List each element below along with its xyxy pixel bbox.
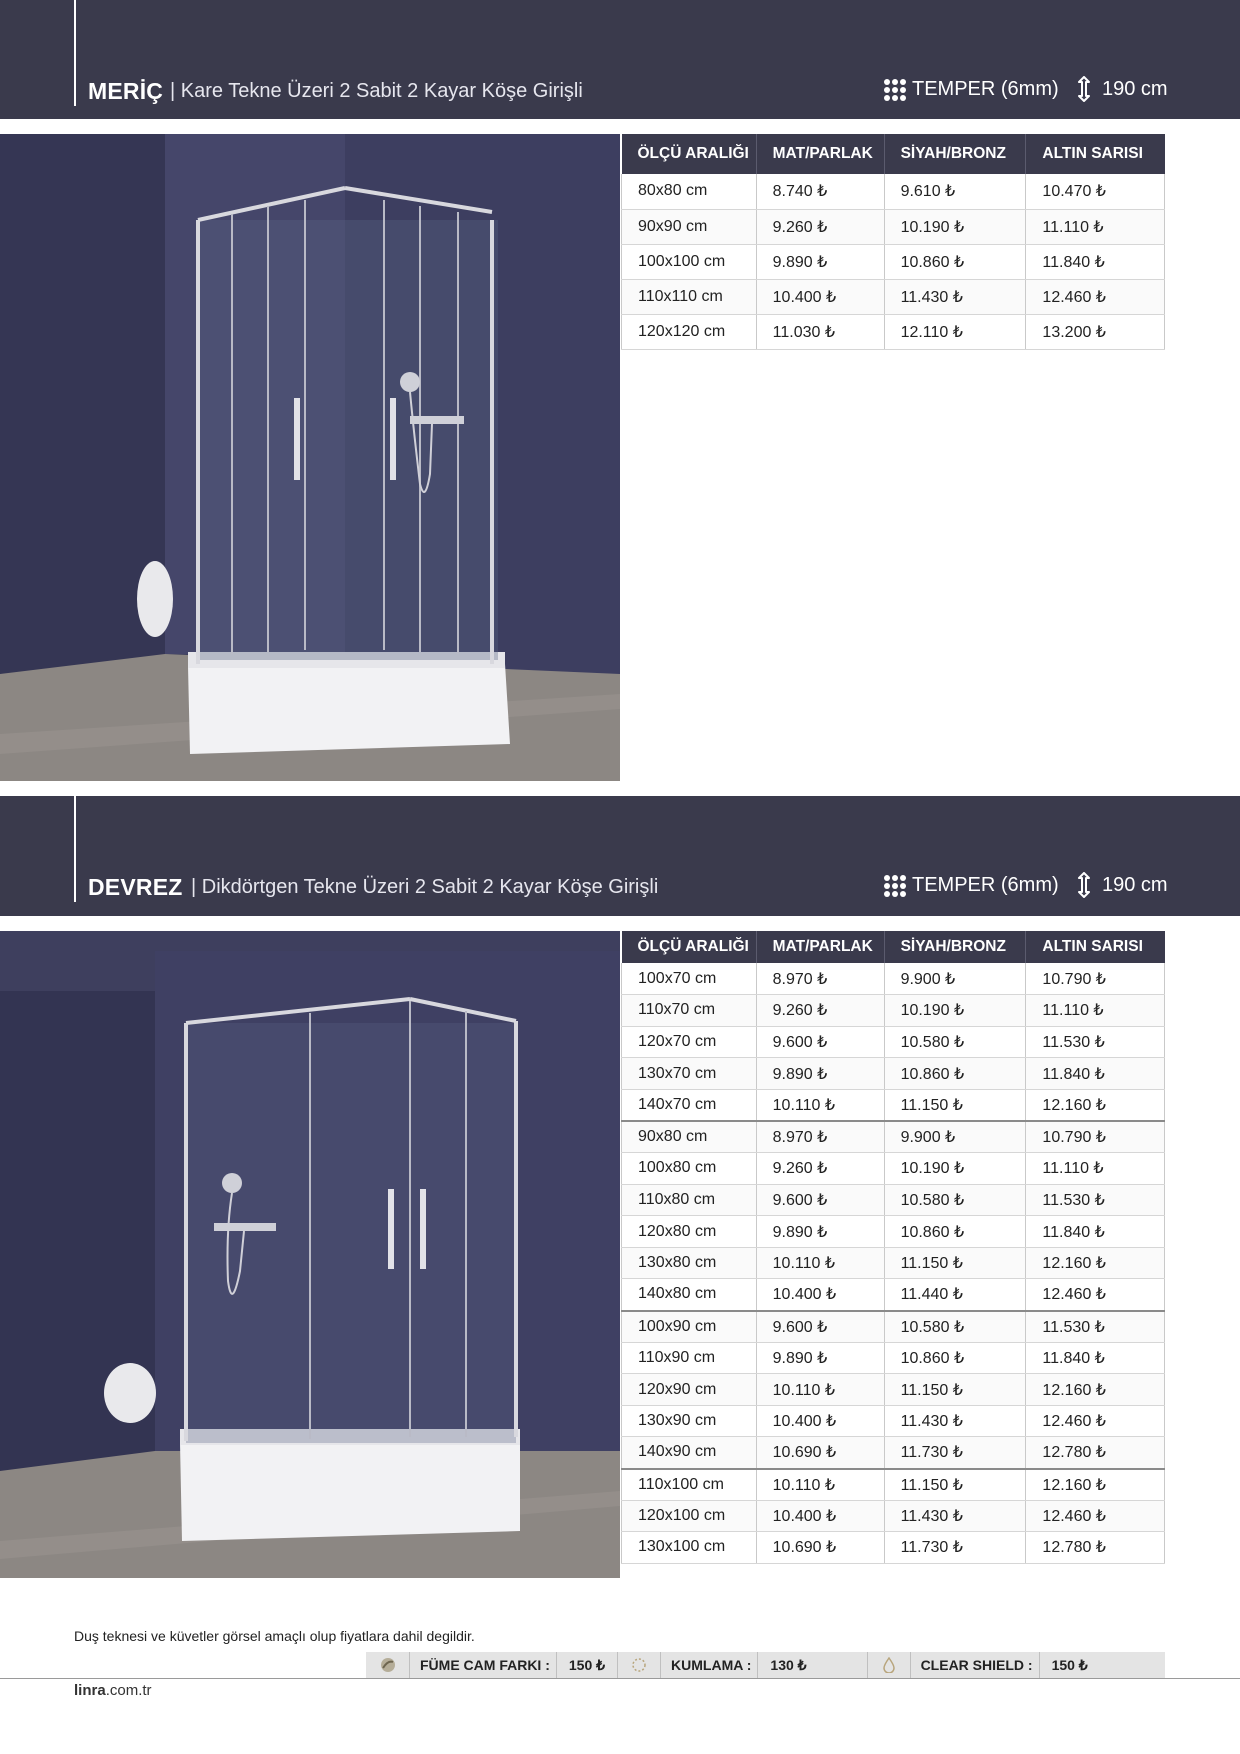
disclaimer-note: Duş teknesi ve küvetler görsel amaçlı olup fiyatlara dahil degildir. — [74, 1628, 475, 1644]
cell-black-price: 10.190 ₺ — [884, 209, 1026, 244]
glass-spec — [884, 78, 1059, 101]
cell-gold-price: 11.110 ₺ — [1026, 995, 1165, 1027]
cell-size: 110x100 cm — [622, 1469, 757, 1501]
cell-size: 140x90 cm — [622, 1437, 757, 1469]
cell-size: 130x100 cm — [622, 1532, 757, 1564]
cell-gold-price: 12.160 ₺ — [1026, 1089, 1165, 1121]
cell-gold-price: 11.840 ₺ — [1026, 244, 1165, 279]
cell-mat-price: 10.110 ₺ — [756, 1089, 884, 1121]
cell-size: 120x80 cm — [622, 1216, 757, 1248]
extra-label: CLEAR SHIELD : — [911, 1652, 1040, 1678]
table-header-row — [622, 931, 1165, 963]
table-row — [622, 1311, 1165, 1343]
cell-size: 120x100 cm — [622, 1500, 757, 1532]
cell-mat-price: 8.970 ₺ — [756, 1121, 884, 1153]
cell-mat-price: 9.890 ₺ — [756, 1342, 884, 1374]
cell-black-price: 10.190 ₺ — [884, 995, 1026, 1027]
table-row — [622, 244, 1165, 279]
extra-label: FÜME CAM FARKI : — [410, 1652, 557, 1678]
cell-mat-price: 9.600 ₺ — [756, 1311, 884, 1343]
table-row — [622, 1437, 1165, 1469]
cell-black-price: 11.430 ₺ — [884, 1405, 1026, 1437]
cell-black-price: 11.430 ₺ — [884, 279, 1026, 314]
cell-size: 120x90 cm — [622, 1374, 757, 1406]
cell-mat-price: 10.400 ₺ — [756, 1279, 884, 1311]
cell-size: 110x110 cm — [622, 279, 757, 314]
col-header-gold: ALTIN SARISI — [1026, 134, 1165, 174]
table-row — [622, 1469, 1165, 1501]
cell-mat-price: 10.400 ₺ — [756, 1500, 884, 1532]
table-row — [622, 1247, 1165, 1279]
cell-mat-price: 9.260 ₺ — [756, 1153, 884, 1185]
cell-black-price: 9.900 ₺ — [884, 1121, 1026, 1153]
cell-gold-price: 12.780 ₺ — [1026, 1532, 1165, 1564]
cell-mat-price: 10.110 ₺ — [756, 1247, 884, 1279]
table-row — [622, 1184, 1165, 1216]
height-spec-label: 190 cm — [1102, 77, 1168, 100]
table-row — [622, 209, 1165, 244]
price-table-meric — [621, 134, 1165, 350]
cell-gold-price: 11.110 ₺ — [1026, 1153, 1165, 1185]
frost-icon — [617, 1652, 661, 1678]
cell-gold-price: 10.790 ₺ — [1026, 1121, 1165, 1153]
cell-mat-price: 10.400 ₺ — [756, 279, 884, 314]
col-header-mat: MAT/PARLAK — [756, 931, 884, 963]
cell-size: 110x80 cm — [622, 1184, 757, 1216]
col-header-black: SİYAH/BRONZ — [884, 134, 1026, 174]
table-row — [622, 1374, 1165, 1406]
height-arrow-icon — [1076, 76, 1092, 102]
product-header-meric — [0, 0, 1240, 119]
cell-black-price: 10.580 ₺ — [884, 1311, 1026, 1343]
extra-frost — [617, 1652, 867, 1678]
cell-black-price: 9.900 ₺ — [884, 963, 1026, 995]
cell-black-price: 11.730 ₺ — [884, 1437, 1026, 1469]
col-header-size: ÖLÇÜ ARALIĞI — [622, 931, 757, 963]
product-photo-devrez — [0, 931, 620, 1578]
table-row — [622, 1279, 1165, 1311]
product-title: DEVREZ — [88, 874, 183, 900]
cell-mat-price: 10.110 ₺ — [756, 1374, 884, 1406]
footer-brand: linra — [74, 1682, 106, 1699]
smoke-glass-icon — [366, 1652, 410, 1678]
cell-black-price: 10.860 ₺ — [884, 1216, 1026, 1248]
cell-size: 130x90 cm — [622, 1405, 757, 1437]
extra-price: 150 ₺ — [1051, 1657, 1088, 1673]
cell-black-price: 11.150 ₺ — [884, 1089, 1026, 1121]
product-photo-meric — [0, 134, 620, 781]
glass-spec-label: TEMPER (6mm) — [912, 874, 1059, 896]
cell-mat-price: 9.600 ₺ — [756, 1026, 884, 1058]
extra-label: KUMLAMA : — [661, 1652, 758, 1678]
cell-size: 130x80 cm — [622, 1247, 757, 1279]
cell-gold-price: 11.530 ₺ — [1026, 1026, 1165, 1058]
extra-smoke-glass — [366, 1652, 617, 1678]
cell-size: 90x80 cm — [622, 1121, 757, 1153]
cell-black-price: 9.610 ₺ — [884, 174, 1026, 209]
table-row — [622, 279, 1165, 314]
cell-size: 140x80 cm — [622, 1279, 757, 1311]
extra-price: 150 ₺ — [568, 1657, 606, 1673]
cell-mat-price: 9.260 ₺ — [756, 209, 884, 244]
cell-black-price: 10.860 ₺ — [884, 1058, 1026, 1090]
cell-mat-price: 9.600 ₺ — [756, 1184, 884, 1216]
cell-size: 130x70 cm — [622, 1058, 757, 1090]
cell-gold-price: 12.160 ₺ — [1026, 1469, 1165, 1501]
cell-size: 100x70 cm — [622, 963, 757, 995]
header-divider — [74, 0, 76, 106]
cell-black-price: 11.440 ₺ — [884, 1279, 1026, 1311]
cell-black-price: 10.190 ₺ — [884, 1153, 1026, 1185]
height-spec — [1076, 76, 1168, 102]
cell-gold-price: 10.470 ₺ — [1026, 174, 1165, 209]
footer-url[interactable] — [74, 1682, 152, 1699]
price-table-devrez — [621, 931, 1165, 1564]
cell-gold-price: 11.840 ₺ — [1026, 1216, 1165, 1248]
cell-mat-price: 10.690 ₺ — [756, 1437, 884, 1469]
table-row — [622, 1058, 1165, 1090]
product-title: MERİÇ — [88, 78, 164, 104]
table-row — [622, 1342, 1165, 1374]
table-row — [622, 995, 1165, 1027]
cell-mat-price: 8.740 ₺ — [756, 174, 884, 209]
table-row — [622, 1532, 1165, 1564]
extra-clear-shield — [867, 1652, 1100, 1678]
table-row — [622, 174, 1165, 209]
cell-black-price: 10.860 ₺ — [884, 1342, 1026, 1374]
cell-gold-price: 11.840 ₺ — [1026, 1058, 1165, 1090]
cell-mat-price: 9.260 ₺ — [756, 995, 884, 1027]
cell-black-price: 12.110 ₺ — [884, 314, 1026, 349]
glass-spec-label: TEMPER (6mm) — [912, 78, 1059, 100]
col-header-mat: MAT/PARLAK — [756, 134, 884, 174]
cell-black-price: 11.150 ₺ — [884, 1469, 1026, 1501]
footer-divider — [0, 1678, 1240, 1679]
cell-mat-price: 11.030 ₺ — [756, 314, 884, 349]
table-row — [622, 1405, 1165, 1437]
table-row — [622, 1216, 1165, 1248]
cell-black-price: 10.580 ₺ — [884, 1026, 1026, 1058]
product-header-devrez — [0, 796, 1240, 916]
cell-size: 110x90 cm — [622, 1342, 757, 1374]
cell-gold-price: 12.460 ₺ — [1026, 1500, 1165, 1532]
cell-gold-price: 13.200 ₺ — [1026, 314, 1165, 349]
cell-size: 120x70 cm — [622, 1026, 757, 1058]
col-header-gold: ALTIN SARISI — [1026, 931, 1165, 963]
cell-gold-price: 12.780 ₺ — [1026, 1437, 1165, 1469]
table-row — [622, 1026, 1165, 1058]
col-header-size: ÖLÇÜ ARALIĞI — [622, 134, 757, 174]
cell-size: 120x120 cm — [622, 314, 757, 349]
cell-gold-price: 11.530 ₺ — [1026, 1184, 1165, 1216]
cell-gold-price: 11.110 ₺ — [1026, 209, 1165, 244]
table-row — [622, 1153, 1165, 1185]
cell-gold-price: 11.530 ₺ — [1026, 1311, 1165, 1343]
cell-black-price: 11.430 ₺ — [884, 1500, 1026, 1532]
header-divider — [74, 796, 76, 902]
cell-gold-price: 11.840 ₺ — [1026, 1342, 1165, 1374]
cell-size: 80x80 cm — [622, 174, 757, 209]
cell-black-price: 11.150 ₺ — [884, 1374, 1026, 1406]
table-row — [622, 314, 1165, 349]
height-spec — [1076, 872, 1168, 898]
cell-gold-price: 12.160 ₺ — [1026, 1374, 1165, 1406]
cell-size: 100x80 cm — [622, 1153, 757, 1185]
tempered-glass-icon — [884, 875, 906, 897]
cell-mat-price: 9.890 ₺ — [756, 1058, 884, 1090]
table-row — [622, 1500, 1165, 1532]
cell-gold-price: 10.790 ₺ — [1026, 963, 1165, 995]
table-header-row — [622, 134, 1165, 174]
table-row — [622, 963, 1165, 995]
glass-spec — [884, 874, 1059, 897]
cell-size: 100x100 cm — [622, 244, 757, 279]
footer-domain: .com.tr — [105, 1682, 152, 1699]
cell-mat-price: 10.110 ₺ — [756, 1469, 884, 1501]
table-row — [622, 1121, 1165, 1153]
extra-price: 130 ₺ — [770, 1657, 807, 1673]
cell-black-price: 11.150 ₺ — [884, 1247, 1026, 1279]
cell-mat-price: 9.890 ₺ — [756, 244, 884, 279]
cell-black-price: 10.860 ₺ — [884, 244, 1026, 279]
product-subtitle: | Kare Tekne Üzeri 2 Sabit 2 Kayar Köşe Girişli — [170, 80, 583, 102]
cell-size: 140x70 cm — [622, 1089, 757, 1121]
height-arrow-icon — [1076, 872, 1092, 898]
cell-size: 110x70 cm — [622, 995, 757, 1027]
cell-black-price: 11.730 ₺ — [884, 1532, 1026, 1564]
cell-mat-price: 10.690 ₺ — [756, 1532, 884, 1564]
drop-icon — [867, 1652, 911, 1678]
cell-size: 90x90 cm — [622, 209, 757, 244]
height-spec-label: 190 cm — [1102, 873, 1168, 896]
cell-gold-price: 12.460 ₺ — [1026, 1279, 1165, 1311]
cell-mat-price: 9.890 ₺ — [756, 1216, 884, 1248]
table-row — [622, 1089, 1165, 1121]
cell-gold-price: 12.460 ₺ — [1026, 1405, 1165, 1437]
tempered-glass-icon — [884, 79, 906, 101]
cell-size: 100x90 cm — [622, 1311, 757, 1343]
extras-bar — [366, 1652, 1165, 1678]
cell-gold-price: 12.160 ₺ — [1026, 1247, 1165, 1279]
cell-mat-price: 8.970 ₺ — [756, 963, 884, 995]
cell-black-price: 10.580 ₺ — [884, 1184, 1026, 1216]
product-subtitle: | Dikdörtgen Tekne Üzeri 2 Sabit 2 Kayar Köşe Girişli — [191, 876, 659, 898]
cell-gold-price: 12.460 ₺ — [1026, 279, 1165, 314]
cell-mat-price: 10.400 ₺ — [756, 1405, 884, 1437]
col-header-black: SİYAH/BRONZ — [884, 931, 1026, 963]
